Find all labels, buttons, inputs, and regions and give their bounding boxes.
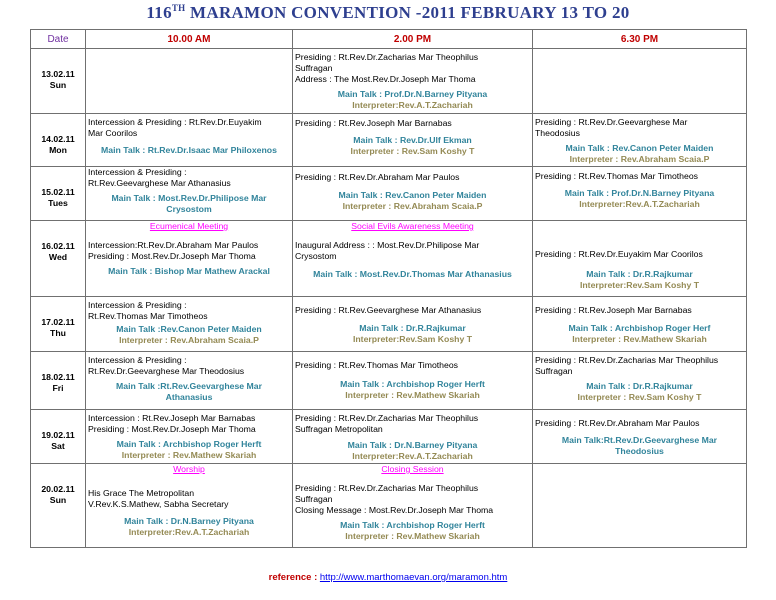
table-row [31,352,747,410]
session-cell-am [86,221,293,297]
session-cell-pm2 [293,167,533,221]
session-heading: Closing Session [381,464,444,474]
session-cell-pm2 [293,49,533,114]
main-talk: Main Talk : Rev.Canon Peter Maiden [338,190,487,200]
main-talk: Main Talk : Dr.R.Rajkumar [586,381,693,391]
schedule-table [30,29,747,548]
date-value: 18.02.11 [41,372,75,382]
interpreter: Interpreter : Rev.Mathew Skariah [572,334,707,344]
date-cell [31,167,86,221]
session-line: Rt.Rev.Thomas Mar Timotheos [88,311,208,321]
session-cell-pm2 [293,297,533,352]
main-talk: Main Talk : Archbishop Roger Herft [116,439,262,449]
date-cell [31,464,86,548]
day-name: Sun [49,495,67,505]
day-name: Sat [51,441,65,451]
reference-link[interactable]: http://www.marthomaevan.org/maramon.htm [319,572,508,583]
session-line: Suffragan [535,366,573,376]
session-line: Presiding : Rt.Rev.Thomas Mar Timotheos [295,360,459,370]
session-cell-pm6 [533,49,747,114]
session-cell-am [86,464,293,548]
session-cell-am [86,114,293,167]
date-cell [31,297,86,352]
session-line: Inaugural Address : : Most.Rev.Dr.Philipose Mar [295,240,480,250]
interpreter: Interpreter:Rev.A.T.Zachariah [128,527,250,537]
table-row [31,221,747,297]
main-talk: Main Talk : Archbishop Roger Herf [568,323,711,333]
table-row [31,464,747,548]
session-line: Presiding : Rt.Rev.Dr.Zacharias Mar Theophilus [535,355,719,365]
main-talk-continued: Crysostom [166,204,212,214]
main-talk: Main Talk : Rev.Dr.Ulf Ekman [353,135,472,145]
session-line: Theodosius [535,128,580,138]
interpreter: Interpreter : Rev.Sam Koshy T [350,146,475,156]
interpreter: Interpreter:Rev.A.T.Zachariah [352,451,473,461]
main-talk-continued: Theodosius [615,446,664,456]
session-line: V.Rev.K.S.Mathew, Sabha Secretary [88,499,229,509]
session-line: Presiding : Rt.Rev.Joseph Mar Barnabas [295,118,452,128]
session-line: Intercession & Presiding : [88,355,187,365]
header-630pm: 6.30 PM [533,30,747,49]
header-10am: 10.00 AM [86,30,293,49]
session-cell-am [86,410,293,464]
date-value: 15.02.11 [41,187,75,197]
main-talk: Main Talk :Rt.Rev.Geevarghese Mar [116,381,262,391]
session-cell-pm6 [533,114,747,167]
session-cell-pm6 [533,221,747,297]
session-cell-pm6 [533,410,747,464]
session-heading: Worship [173,464,205,474]
main-talk: Main Talk : Archbishop Roger Herft [340,520,485,530]
main-talk: Main Talk : Prof.Dr.N.Barney Pityana [337,89,488,99]
main-talk-continued: Athanasius [165,392,213,402]
session-heading: Ecumenical Meeting [149,221,229,231]
session-cell-pm2 [293,352,533,410]
session-line: Presiding : Most.Rev.Dr.Joseph Mar Thoma [88,424,256,434]
session-line: Suffragan [295,63,333,73]
date-value: 13.02.11 [41,69,75,79]
table-row [31,167,747,221]
session-line: His Grace The Metropolitan [88,488,195,498]
session-cell-am [86,49,293,114]
session-line: Presiding : Rt.Rev.Dr.Euyakim Mar Coorilos [535,249,703,259]
date-value: 17.02.11 [41,317,75,327]
session-line: Intercession:Rt.Rev.Dr.Abraham Mar Paulos [88,240,259,250]
session-line: Rt.Rev.Dr.Geevarghese Mar Theodosius [88,366,245,376]
session-cell-pm2 [293,464,533,548]
session-cell-pm6 [533,297,747,352]
session-line: Suffragan [295,494,333,504]
session-cell-pm6 [533,167,747,221]
session-line: Presiding : Rt.Rev.Dr.Zacharias Mar Theophilus [295,52,479,62]
date-value: 20.02.11 [41,484,75,494]
session-line: Presiding : Rt.Rev.Dr.Abraham Mar Paulos [535,418,700,428]
session-line: Intercession & Presiding : [88,300,187,310]
interpreter: Interpreter : Rev.Abraham Scaia.P [569,154,710,164]
session-line: Address : The Most.Rev.Dr.Joseph Mar Thoma [295,74,476,84]
session-cell-pm6 [533,464,747,548]
interpreter: Interpreter : Rev.Abraham Scaia.P [342,201,483,211]
main-talk: Main Talk : Dr.R.Rajkumar [359,323,466,333]
main-talk: Main Talk : Bishop Mar Mathew Arackal [108,266,270,276]
session-line: Intercession & Presiding : Rt.Rev.Dr.Euyakim [88,117,262,127]
main-talk: Main Talk : Dr.R.Rajkumar [586,269,693,279]
day-name: Thu [50,328,66,338]
session-cell-am [86,167,293,221]
day-name: Tues [48,198,68,208]
table-row [31,114,747,167]
date-value: 16.02.11 [41,241,75,251]
reference-label: reference : [268,572,318,583]
interpreter: Interpreter : Rev.Mathew Skariah [345,390,480,400]
interpreter: Interpreter : Rev.Mathew Skariah [121,450,257,460]
session-line: Presiding : Most.Rev.Dr.Joseph Mar Thoma [88,251,256,261]
session-line: Presiding : Rt.Rev.Dr.Geevarghese Mar [535,117,688,127]
main-talk: Main Talk :Rev.Canon Peter Maiden [116,324,262,334]
session-line: Mar Coorilos [88,128,138,138]
interpreter: Interpreter:Rev.Sam Koshy T [579,280,700,290]
page-title: 116TH MARAMON CONVENTION -2011 FEBRUARY 13 TO 20 [146,3,630,22]
session-line: Presiding : Rt.Rev.Dr.Zacharias Mar Theophilus [295,483,479,493]
session-cell-am [86,297,293,352]
main-talk: Main Talk : Rt.Rev.Dr.Isaac Mar Philoxenos [101,145,277,155]
table-row [31,49,747,114]
reference [0,572,776,583]
session-line: Intercession : Rt.Rev.Joseph Mar Barnabas [88,413,256,423]
day-name: Wed [48,252,68,262]
session-heading: Social Evils Awareness Meeting [351,221,474,231]
interpreter: Interpreter : Rev.Mathew Skariah [345,531,480,541]
date-cell [31,221,86,297]
session-cell-pm2 [293,410,533,464]
header-row [31,30,747,49]
session-line: Presiding : Rt.Rev.Geevarghese Mar Athanasius [295,305,482,315]
day-name: Sun [49,80,67,90]
session-line: Crysostom [295,251,337,261]
interpreter: Interpreter : Rev.Sam Koshy T [577,392,702,402]
session-line: Closing Message : Most.Rev.Dr.Joseph Mar Thoma [295,505,494,515]
day-name: Fri [52,383,64,393]
main-talk: Main Talk : Dr.N.Barney Pityana [347,440,478,450]
table-row [31,297,747,352]
main-talk: Main Talk:Rt.Rev.Dr.Geevarghese Mar [561,435,718,445]
main-talk: Main Talk : Most.Rev.Dr.Thomas Mar Athanasius [313,269,512,279]
header-date: Date [31,30,86,49]
date-value: 14.02.11 [41,134,75,144]
session-cell-am [86,352,293,410]
date-cell [31,410,86,464]
interpreter: Interpreter:Rev.A.T.Zachariah [579,199,700,209]
main-talk: Main Talk : Archbishop Roger Herft [340,379,485,389]
date-value: 19.02.11 [41,430,75,440]
session-line: Presiding : Rt.Rev.Dr.Zacharias Mar Theophilus [295,413,479,423]
main-talk: Main Talk : Dr.N.Barney Pityana [124,516,254,526]
date-cell [31,352,86,410]
main-talk: Main Talk : Rev.Canon Peter Maiden [565,143,714,153]
session-line: Presiding : Rt.Rev.Joseph Mar Barnabas [535,305,692,315]
day-name: Mon [49,145,67,155]
interpreter: Interpreter:Rev.Sam Koshy T [352,334,473,344]
session-cell-pm2 [293,114,533,167]
header-2pm: 2.00 PM [293,30,533,49]
session-cell-pm6 [533,352,747,410]
session-cell-pm2 [293,221,533,297]
main-talk: Main Talk : Most.Rev.Dr.Philipose Mar [111,193,267,203]
session-line: Presiding : Rt.Rev.Thomas Mar Timotheos [535,171,699,181]
interpreter: Interpreter : Rev.Abraham Scaia.P [119,335,259,345]
session-line: Suffragan Metropolitan [295,424,383,434]
main-talk: Main Talk : Prof.Dr.N.Barney Pityana [564,188,715,198]
session-line: Rt.Rev.Geevarghese Mar Athanasius [88,178,231,188]
session-line: Intercession & Presiding : [88,167,187,177]
session-line: Presiding : Rt.Rev.Dr.Abraham Mar Paulos [295,172,460,182]
interpreter: Interpreter:Rev.A.T.Zachariah [352,100,473,110]
date-cell [31,49,86,114]
table-row [31,410,747,464]
date-cell [31,114,86,167]
